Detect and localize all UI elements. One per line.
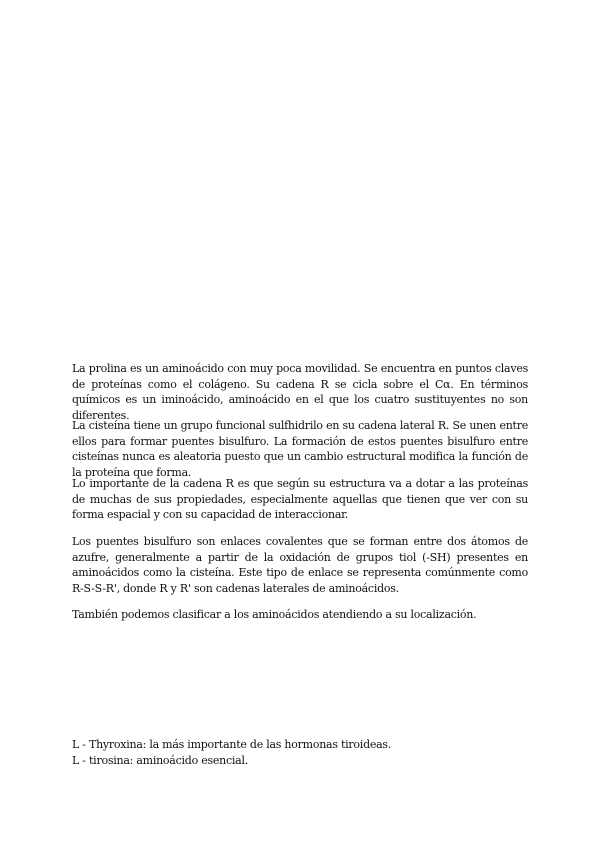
paragraph-puentes-bisulfuro: Los puentes bisulfuro son enlaces covalentes que se forman entre dos átomos de azufre, generalmente a partir de la oxidación de grupos tiol (-SH) presentes en aminoácidos como la cisteína. Este tipo de enlace se representa comúnmente como R-S-S-R', donde R y R' son cadenas laterales de aminoácidos. [72,535,528,595]
paragraph-cisteina: La cisteína tiene un grupo funcional sulfhidrilo en su cadena lateral R. Se unen entre ellos para formar puentes bisulfuro. La formación de estos puentes bisulfuro entre cisteínas nunca es aleatoria puesto que un cambio estructural modifica la función de la proteína que forma. [72,419,528,479]
list-item: L - Thyroxina: la más importante de las hormonas tiroideas. [72,738,392,751]
paragraph-prolina: La prolina es un aminoácido con muy poca movilidad. Se encuentra en puntos claves de proteínas como el colágeno. Su cadena R se cicla sobre el Cα. En términos químicos es un iminoácido, aminoácido en el que los cuatro sustituyentes no son diferentes. [72,362,528,422]
aminoacid-list [72,737,528,768]
paragraph-cadena-r: Lo importante de la cadena R es que según su estructura va a dotar a las proteínas de muchas de sus propiedades, especialmente aquellas que tienen que ver con su forma espacial y con su capacidad de interaccionar. [72,477,528,521]
list-item: L - tirosina: aminoácido esencial. [72,753,248,767]
paragraph-clasificacion: También podemos clasificar a los aminoácidos atendiendo a su localización. [72,608,477,621]
